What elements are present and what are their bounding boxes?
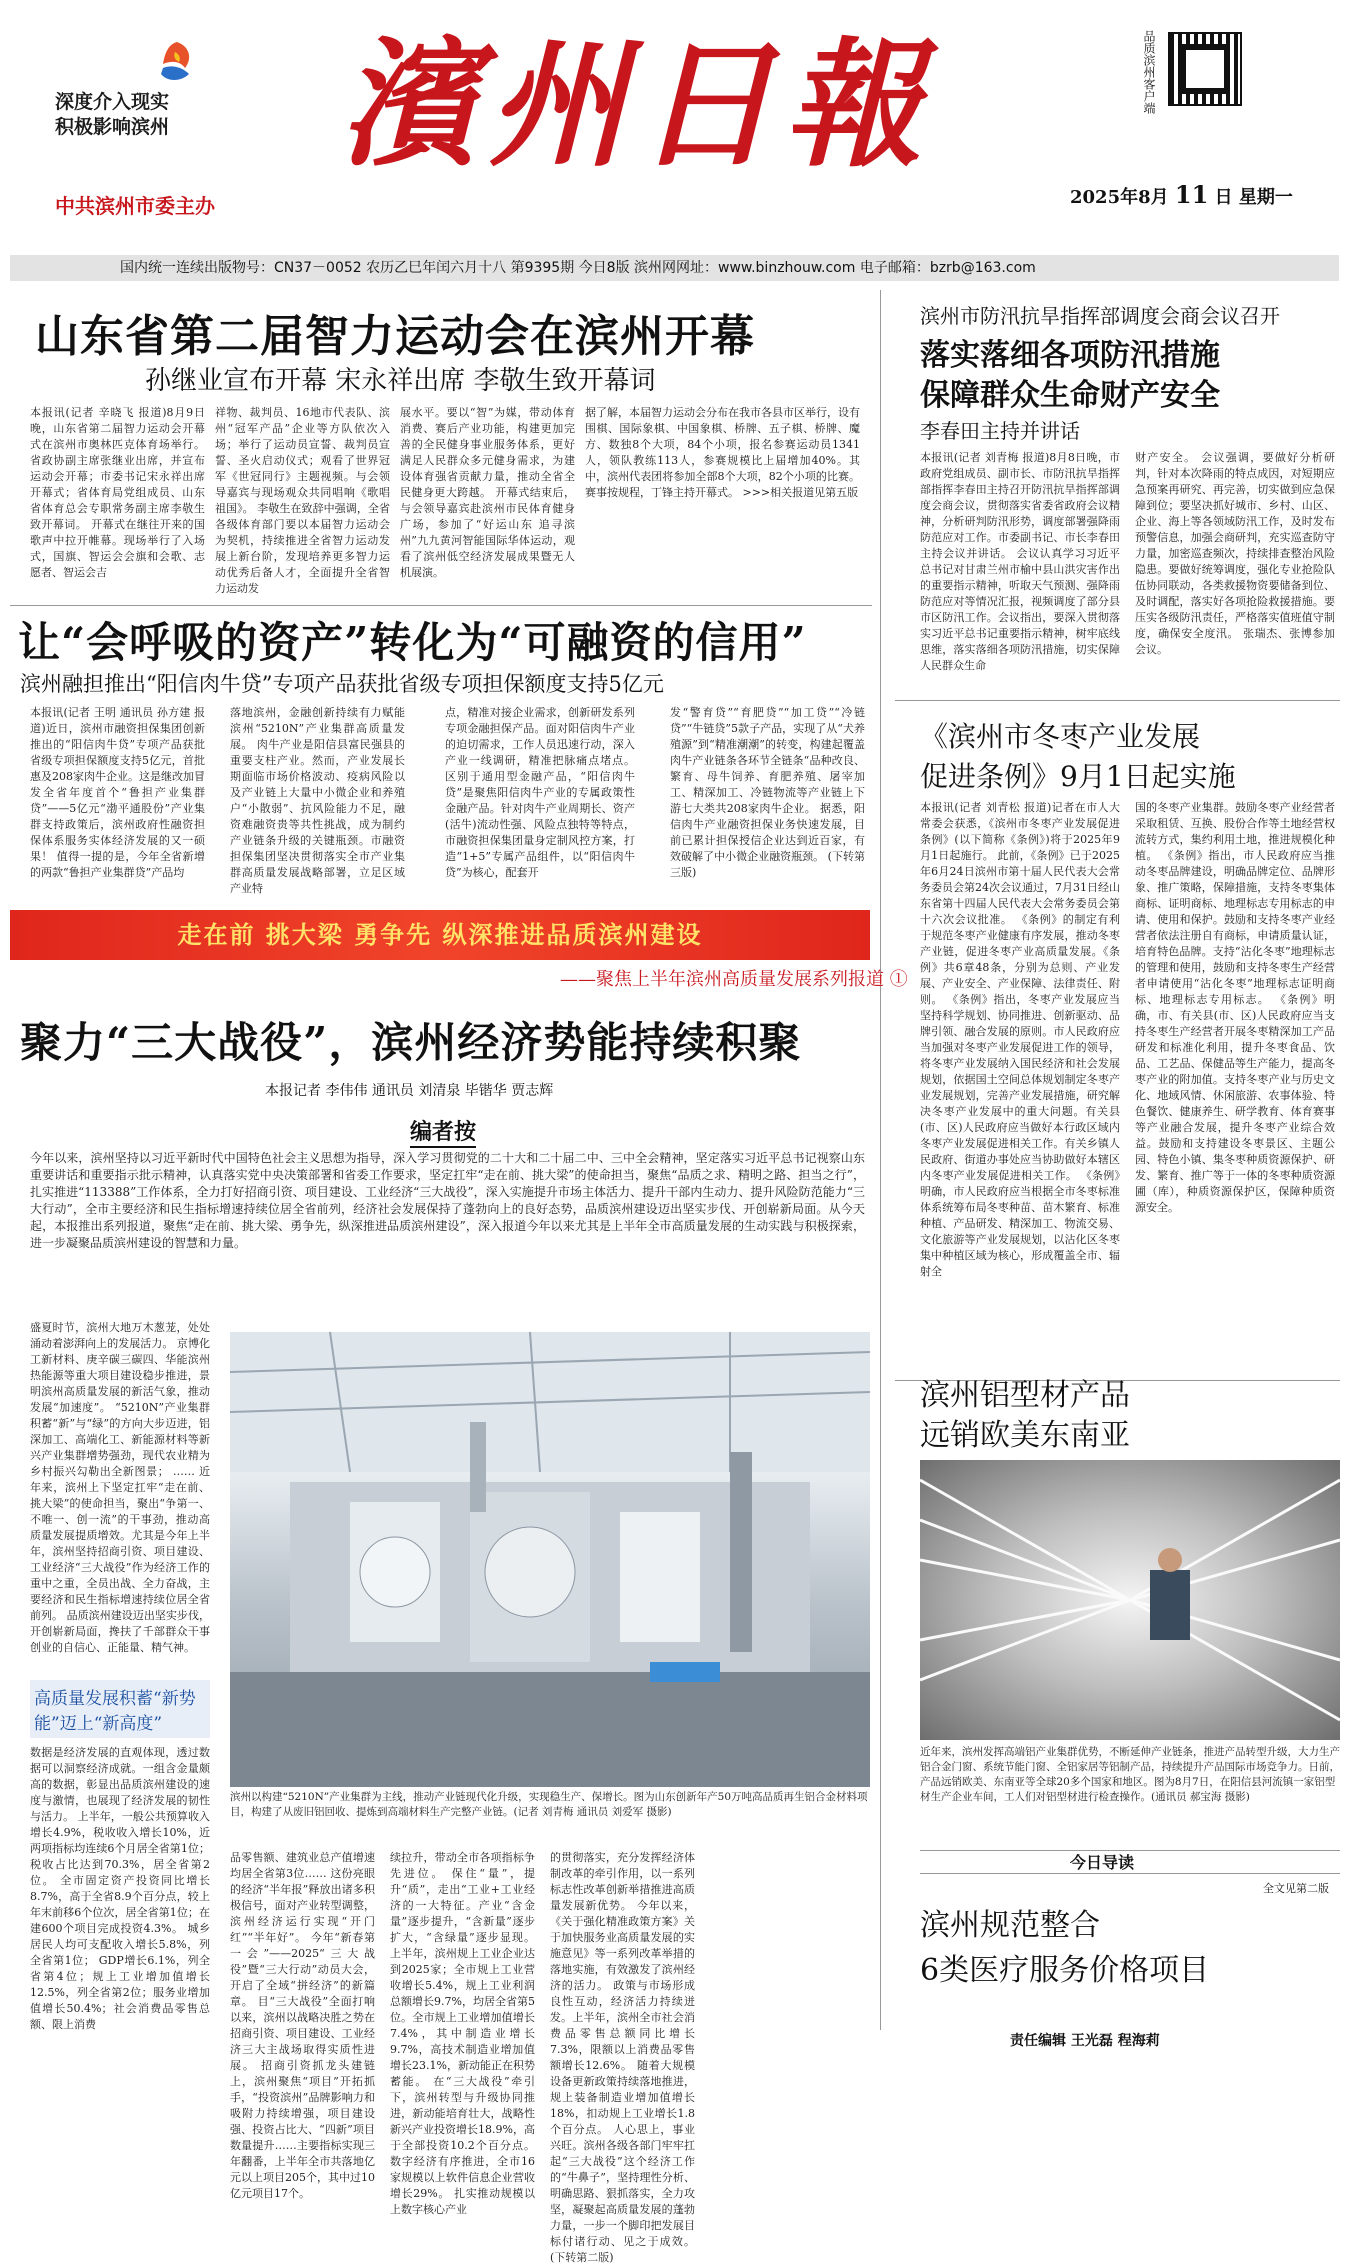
story2-col4: 发“警育贷”“育肥贷”“加工贷”“冷链贷”“牛链贷”5款子产品，实现了从“犬养殖源”到“精准潮潮”的转变，构建起覆盖肉牛产业链条各环节全链条“品种改良、繁育、母牛饲养、育肥养殖、屠宰加工、精深加工、冷链物流等产业链上下游七大类共208家肉牛企业。 据悉，阳信肉牛产业融资担保业务快速发展，目前已累计担保授信企业达到近百家，有效破解了中小微企业融资瓶颈。 (下转第三版) — [670, 706, 865, 879]
slogan-line-2: 积极影响滨州 — [55, 116, 170, 138]
story3-section-heading: 高质量发展积蓄“新势能”迈上“新高度” — [30, 1680, 210, 1738]
editor-note-text: 今年以来，滨州坚持以习近平新时代中国特色社会主义思想为指导，深入学习贯彻党的二十大和二十届二中、三中全会精神，坚定落实习近平总书记视察山东重要讲话和重要指示批示精神，认真落实党中央决策部署和省委工作要求，坚定扛牢“走在前、挑大梁”的使命担当，聚焦“品质之求、精明之路、担当之行”，扎实推进“113388”工作体系，全力打好招商引资、项目建设、工业经济“三大战役”，深入实施提升市场主体活力、提升干部内生动力、提升风险防范能力“三大行动”，全市主要经济和民生指标增速持续位居全省前列，经济社会发展保持了蓬勃向上的良好态势，品质滨州建设迈出坚实步伐、开创崭新局面。从今天起，本报推出系列报道，聚焦“走在前、挑大梁、勇争先，纵深推进品质滨州建设”，深入报道今年以来尤其是上半年全市高质量发展的生动实践与积极探索，进一步凝聚品质滨州建设的智慧和力量。 — [30, 1151, 865, 1250]
factory-photo — [230, 1332, 870, 1787]
story1-subhead: 孙继业宣布开幕 宋永祥出席 李敬生致开幕词 — [145, 366, 656, 396]
factory-photo-caption: 滨州以构建“5210N”产业集群为主线，推动产业链现代化升级，实现稳生产、保增长。图为山东创新年产50万吨高品质再生铝合金材料项目，构建了从废旧铝回收、提炼到高端材料生产完整产业链。(记者 刘青梅 通讯员 刘爱军 摄影) — [230, 1791, 868, 1818]
today-guide-page-ref[interactable]: 全文见第二版 — [1263, 1882, 1329, 1895]
sidebar2-col1: 本报讯(记者 刘青松 报道)记者在市人大常委会获悉，《滨州市冬枣产业发展促进条例》(以下简称《条例》)将于2025年9月1日起施行。 此前，《条例》已于2025年6月24日滨州市第十届人民代表大会常务委员会第24次会议通过，7月31日经山东省第十四届人民代表大会常务委员会第十六次会议批准。 《条例》的制定有利于规范冬枣产业健康有序发展，推动冬枣产业链，促进冬枣产业高质量发展。《条例》共6章48条，分别为总则、产业发展、产业安全、产业保障、法律责任、附则。 《条例》指出，冬枣产业发展应当坚持科学规划、协同推进、创新驱动、品牌引领、融合发展的原则。市人民政府应当加强对冬枣产业发展促进工作的领导，将冬枣产业发展纳入国民经济和社会发展规划，依据国土空间总体规划制定冬枣产业发展规划，完善产业发展措施，研究解决冬枣产业发展中的重大问题。有关县(市、区)人民政府应当做好本行政区域内冬枣产业发展促进相关工作。有关乡镇人民政府、街道办事处应当协助做好本辖区内冬枣产业发展促进相关工作。 《条例》明确，市人民政府应当根据全市冬枣标准体系统筹布局冬枣种苗、苗木繁育、标准种植、产品研发、精深加工、物流交易、文化旅游等产业发展规划，以沾化区冬枣集中种植区域为核心，形成覆盖全市、辐射全 — [920, 801, 1120, 1278]
publication-info-bar: 国内统一连续出版物号：CN37－0052 农历乙巳年闰六月十八 第9395期 今日8版 滨州网网址：www.binzhouw.com 电子邮箱：bzrb@163.com — [10, 255, 1339, 281]
qr-code[interactable] — [1168, 32, 1242, 106]
responsible-editors: 责任编辑 王光磊 程海莉 — [1010, 2033, 1160, 2049]
series-banner-sub: ——聚焦上半年滨州高质量发展系列报道 ① — [560, 969, 908, 990]
today-guide-label: 今日导读 — [920, 1850, 1340, 1874]
sidebar2-col2: 国的冬枣产业集群。鼓励冬枣产业经营者采取租赁、互换、股份合作等土地经营权流转方式，集约利用土地，推进规模化种植。 《条例》指出，市人民政府应当推动冬枣品牌建设，明确品牌定位、品牌形象、推广策略，保障措施，支持冬枣集体商标、证明商标、地理标志专用标志的申请、使用和保护。鼓励和支持冬枣产业经营者依法注册自有商标，申请质量认证，培育特色品牌。支持“沾化冬枣”地理标志的管理和使用，鼓励和支持冬枣生产经营者申请使用“沾化冬枣”地理标志证明商标、地理标志专用标志。 《条例》明确，市、有关县(市、区)人民政府应当支持冬枣生产经营者开展冬枣精深加工产品研发和标准化利用，提升冬枣食品、饮品、工艺品、保健品等生产能力，提高冬枣产业的附加值。支持冬枣产业与历史文化、地域风情、休闲旅游、农事体验、特色餐饮、健康养生、研学教育、体育赛事等产业融合发展，提升冬枣产业综合效益。鼓励和支持建设冬枣景区、主题公园、特色小镇、集冬枣种质资源保护、研发、繁育、推广等于一体的冬枣种质资源圃（库），种质资源保护区，保障种质资源安全。 — [1135, 801, 1335, 1214]
story1-headline[interactable]: 山东省第二届智力运动会在滨州开幕 — [35, 311, 755, 362]
masthead-party: 中共滨州市委主办 — [55, 194, 215, 218]
story3-headline[interactable]: 聚力“三大战役”，滨州经济势能持续积聚 — [20, 1018, 802, 1067]
story3-col1b: 数据是经济发展的直观体现，透过数据可以洞察经济成就。一组含金量颇高的数据，彰显出品质滨州建设的速度与激情，也展现了经济发展的韧性与活力。 上半年，一般公共预算收入增长4.9%，税收收入增长10%，近两项指标均连续6个月居全省第1位；税收占比达到70.3%，居全省第2位。 全市固定资产投资同比增长8.7%，高于全省8.9个百分点，较上年末前移6个位次，居全省第1位；在建600个项目完成投资4.3%。 城乡居民人均可支配收入增长5.8%，列全省第1位； GDP增长6.1%，列全省第4位；规上工业增加值增长12.5%，列全省第2位；服务业增加值增长50.4%；社会消费品零售总额、限上消费 — [30, 1746, 210, 2031]
editor-note-title: 编者按 — [410, 1115, 476, 1148]
qr-caption: 品质滨州客户端 — [1142, 30, 1156, 114]
sidebar2-headline-1[interactable]: 《滨州市冬枣产业发展 — [920, 720, 1201, 753]
aluminum-profile-photo — [920, 1460, 1340, 1740]
story3-col2: 品零售额、建筑业总产值增速均居全省第3位…… 这份亮眼的经济“半年报”释放出诸多积极信号，面对产业转型调整，滨州经济运行实现“开门红”“半年好”。 今年“新春第一会”——2025“三大战役”暨“三大行动”动员大会，开启了全域“拼经济”的新篇章。 目“三大战役”全面打响以来，滨州以战略决胜之势在招商引资、项目建设、工业经济三大主战场取得实质性进展。 招商引资抓龙头建链上，滨州聚焦“项目”开拓抓手，“投资滨州”品牌影响力和吸附力持续增强，项目建设强、投资占比大、“四新”项目数量提升……主要指标实现三年翻番，上半年全市共落地亿元以上项目205个，其中过10亿元项目17个。 — [230, 1851, 375, 2200]
story2-col2: 落地滨州，金融创新持续有力赋能滨州“5210N”产业集群高质量发展。 肉牛产业是阳信县富民强县的重要支柱产业。然而，产业发展长期面临市场价格波动、疫病风险以及产业链上大量中小微企业和养殖户“小散弱”、抗风险能力不足，融资难融资贵等共性挑战，成为制约产业链条升级的关键瓶颈。市融资担保集团坚决贯彻落实全市产业集群高质量发展战略部署，立足区域产业特 — [230, 706, 405, 895]
slogan-line-1: 深度介入现实 — [55, 91, 170, 113]
masthead-slogan — [55, 90, 215, 140]
date-weekday: 日 星期一 — [1214, 187, 1293, 208]
story2-subhead: 滨州融担推出“阳信肉牛贷”专项产品获批省级专项担保额度支持5亿元 — [20, 672, 664, 696]
sidebar1-subhead: 李春田主持并讲话 — [920, 419, 1080, 443]
divider — [10, 605, 872, 606]
newspaper-logo-icon — [155, 38, 199, 86]
sidebar1-kicker: 滨州市防汛抗旱指挥部调度会商会议召开 — [920, 304, 1280, 328]
story3-col4: 的贯彻落实，充分发挥经济体制改革的牵引作用，以一系列标志性改革创新举措推进高质量发展新优势。 今年以来，《关于强化精准政策方案》关于加快服务业高质量发展的实施意见》等一系列改革举措的落地实施，有效激发了滨州经济的活力。 政策与市场形成良性互动，经济活力持续迸发。上半年，滨州全市社会消费品零售总额同比增长7.3%，限额以上消费品零售额增长12.6%。 随着大规模设备更新政策持续落地推进，规上装备制造业增加值增长18%，扣动规上工业增长1.8个百分点。 人心思上，事业兴旺。滨州各级各部门牢牢扛起“三大战役”这个经济工作的“牛鼻子”，坚持理性分析、明确思路、狠抓落实，全力攻坚，凝聚起高质量发展的蓬勃力量，一步一个脚印把发展目标付诸行动、见之于成效。 (下转第二版) — [550, 1851, 695, 2264]
series-banner: 走在前 挑大梁 勇争先 纵深推进品质滨州建设 — [10, 910, 870, 960]
date-day: 11 — [1174, 180, 1209, 209]
masthead-date — [1070, 180, 1293, 209]
story3-col1: 盛夏时节，滨州大地万木葱茏，处处涌动着澎湃向上的发展活力。 京博化工新材料、庚辛碳三碳四、华能滨州热能源等重大项目建设稳步推进，景明滨州高质量发展的新活气象，推动发展“加速度”。 “5210N”产业集群积蓄“新”与“绿”的方向大步迈进，铝深加工、高端化工、新能源材料等新兴产业集群增势强劲，现代农业精为乡村振兴勾勒出全新图景； …… 近年来，滨州上下坚定扛牢“走在前、挑大梁”的使命担当，聚出“争第一、不唯一、创一流”的干事劲，推动高质量发展提质增效。尤其是今年上半年，滨州坚持招商引资、项目建设、工业经济“三大战役”作为经济工作的重中之重，全员出战、全力奋战，主要经济和民生指标增速持续位居全省前列。 品质滨州建设迈出坚实步伐，开创崭新局面，搀扶了千部群众干事创业的自信心、正能量、精气神。 — [30, 1321, 210, 1654]
column-divider — [880, 290, 881, 2030]
masthead-title: 濱州日報 — [340, 23, 933, 186]
today-headline-2[interactable]: 6类医疗服务价格项目 — [920, 1953, 1210, 1988]
story3-col3: 续拉升，带动全市各项指标争先进位。 保住“量”，提升“质”，走出“工业+工业经济的一大特征。产业“含金量”逐步提升，“含新量”逐步扩大，“含绿量”逐步显现。 上半年，滨州规上工业企业达到2025家；全市规上工业营收增长5.4%，规上工业利润总额增长9.7%，均居全省第5位。全市规上工业增加值增长7.4%，其中制造业增长9.7%，高技术制造业增加值增长23.1%，新动能正在积势蓄能。 在“三大战役”牵引下，滨州转型与升级协同推进，新动能培育壮大，战略性新兴产业投资增长18.9%，高于全部投资10.2个百分点。数字经济有序推进，全市16家规模以上软件信息企业营收增长29%。 扎实推动规模以上数字核心产业 — [390, 1851, 535, 2216]
story1-col2: 祥物、裁判员、16地市代表队、滨州“冠军产品”企业等方队依次入场；举行了运动员宣誓、裁判员宣誓、圣火启动仪式；观看了世界冠军《世冠同行》主题视频。与会领导嘉宾与现场观众共同唱响《歌唱祖国》。 李敬生在致辞中强调，全省各级体育部门要以本届智力运动会为契机，持续推进全省智力运动发展上新台阶，发现培养更多智力运动优秀后备人才，全面提升全省智力运动发 — [215, 406, 390, 595]
story1-col4: 据了解，本届智力运动会分布在我市各县市区举行，设有围棋、国际象棋、中国象棋、桥牌、五子棋、桥牌、魔方、数独8个大项，84个小项，报名参赛运动员1341人，领队教练113人，参赛规模比上届增加40%。其中，滨州代表团将参加全部8个大项，82个小项的比赛。 赛事按规程，丁锋主持开幕式。 >>>相关报道见第五版 — [585, 406, 860, 499]
story2-col3: 点，精准对接企业需求，创新研发系列专项金融担保产品。面对阳信肉牛产业的迫切需求，工作人员迅速行动，深入产业一线调研，精准把脉痛点堵点。 区别于通用型金融产品，“阳信肉牛贷”是聚焦阳信肉牛产业的专属政策性金融产品。针对肉牛产业周期长、资产(活牛)流动性强、风险点独特等特点，市融资担保集团量身定制风控方案，打造“1+5”专属产品组件，以“阳信肉牛贷”为核心，配套开 — [445, 706, 635, 879]
sidebar1-headline-2[interactable]: 保障群众生命财产安全 — [920, 378, 1220, 413]
sidebar3-headline-1[interactable]: 滨州铝型材产品 — [920, 1378, 1130, 1413]
sidebar1-col1: 本报讯(记者 刘青梅 报道)8月8日晚，市政府党组成员、副市长、市防汛抗旱指挥部指挥李春田主持召开防汛抗旱指挥部调度会商会议，贯彻落实省委省政府会议精神，分析研判防汛形势，调度部署强降雨防范应对工作。市委副书记、市长李春田主持会议并讲话。 会议认真学习习近平总书记对甘肃兰州市榆中县山洪灾害作出的重要指示精神，听取天气预测、强降雨防范应对等情况汇报，视频调度了部分县市区防汛工作。会议指出，要深入贯彻落实习近平总书记重要指示精神，树牢底线思维，落实落细各项防汛措施，切实保障人民群众生命 — [920, 451, 1120, 672]
aluminum-photo-caption: 近年来，滨州发挥高端铝产业集群优势，不断延伸产业链条，推进产品转型升级，大力生产铝合金门窗、系统节能门窗、全铝家居等铝制产品，持续提升产品国际市场竞争力。日前，产品远销欧美、东南亚等全球20多个国家和地区。图为8月7日，在阳信县河流镇一家铝型材生产企业车间，工人们对铝型材进行检查操作。(通讯员 郝宝海 摄影) — [920, 1746, 1340, 1803]
story2-col1: 本报讯(记者 王明 通讯员 孙方建 报道)近日，滨州市融资担保集团创新推出的“阳信肉牛贷”专项产品获批省级专项担保额度支持5亿元，首批惠及208家肉牛企业。这是继改加冒发全省年度首个“鲁担产业集群贷”——5亿元“渤平通股份”产业集群支持政策后，滨州政府性融资担保体系服务实体经济发展的又一硕果！ 值得一提的是，今年全省新增的两款“鲁担产业集群贷”产品均 — [30, 706, 205, 879]
sidebar3-headline-2[interactable]: 远销欧美东南亚 — [920, 1418, 1130, 1453]
sidebar2-headline-2[interactable]: 促进条例》9月1日起实施 — [920, 760, 1236, 793]
sidebar1-col2: 财产安全。 会议强调，要做好分析研判，针对本次降雨的特点成因，对短期应急预案再研究、再完善，切实做到应急保障到位；要坚决抓好城市、乡村、山区、企业、海上等各领域防汛工作，及时发布预警信息，加强会商研判，充实巡查防守力量，加密巡查频次，持续排查整治风险隐患。要做好统筹调度，强化专业抢险队伍协同联动，各类救援物资要储备到位、及时调配，落实好各项抢险救援措施。要压实各级防汛责任，严格落实值班值守制度，确保安全度汛。 张瑞杰、张博参加会议。 — [1135, 451, 1335, 656]
story3-byline: 本报记者 李伟伟 通讯员 刘清泉 毕锴华 贾志辉 — [265, 1083, 554, 1099]
divider — [895, 700, 1340, 701]
sidebar1-headline-1[interactable]: 落实落细各项防汛措施 — [920, 338, 1220, 373]
story2-headline[interactable]: 让“会呼吸的资产”转化为“可融资的信用” — [18, 618, 807, 667]
date-month: 2025年8月 — [1070, 187, 1169, 208]
story1-col1: 本报讯(记者 辛晓飞 报道)8月9日晚，山东省第二届智力运动会开幕式在滨州市奥林匹克体育场举行。省政协副主席张继业出席，并宣布运动会开幕；市委书记宋永祥出席开幕式；省体育局党组成员、山东省体育总会专职常务副主席李敬生致开幕词。 开幕式在继往开来的国歌声中拉开帷幕。现场举行了入场式，国旗、智运会会旗和会歌、志愿者、智运会吉 — [30, 406, 205, 579]
story1-col3: 展水平。要以“智”为媒，带动体育消费、赛后产业功能，构建更加完善的全民健身事业服务体系，更好满足人民群众多元健身需求，为建设体育强省贡献力量，推动全省全民健身更大跨越。 开幕式结束后，与会领导嘉宾赴滨州市民体育健身广场，参加了“好运山东 追寻滨州”九九黄河智能国际华体运动，观看了滨州低空经济发展成果暨无人机展演。 — [400, 406, 575, 579]
today-headline-1[interactable]: 滨州规范整合 — [920, 1908, 1100, 1943]
